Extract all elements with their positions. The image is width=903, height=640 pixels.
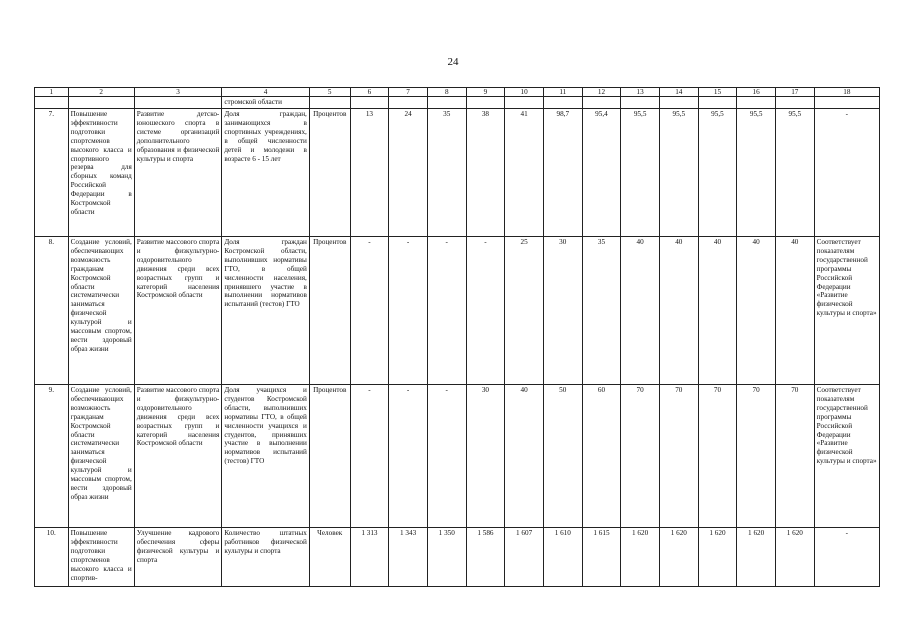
goal-cell: Создание условий, обеспечивающих возможность гражданам Костромской области систематически заниматься физической культурой и массовым спортом, вести здоровый образ жизни: [68, 385, 134, 528]
value-cell: 40: [505, 385, 544, 528]
value-cell: 35: [427, 109, 466, 237]
column-number: 17: [775, 88, 814, 97]
cont-cell-18: [814, 97, 879, 109]
column-number: 12: [582, 88, 621, 97]
value-cell: 40: [698, 237, 737, 385]
value-cell: 25: [505, 237, 544, 385]
value-cell: 1 313: [350, 528, 389, 587]
task-cell: Улучшение кадрового обеспечения сферы физической культуры и спорта: [134, 528, 222, 587]
value-cell: 40: [621, 237, 660, 385]
value-cell: -: [427, 385, 466, 528]
value-cell: 1 350: [427, 528, 466, 587]
value-cell: 1 620: [737, 528, 776, 587]
column-number: 6: [350, 88, 389, 97]
value-cell: 95,5: [698, 109, 737, 237]
note-cell: -: [814, 109, 879, 237]
note-cell: -: [814, 528, 879, 587]
row-number: 7.: [35, 109, 69, 237]
value-cell: 1 620: [698, 528, 737, 587]
cont-cell-13: [621, 97, 660, 109]
value-cell: 13: [350, 109, 389, 237]
value-cell: 95,5: [737, 109, 776, 237]
value-cell: 41: [505, 109, 544, 237]
table-row: [35, 109, 880, 237]
value-cell: 95,5: [621, 109, 660, 237]
cont-cell-3: [134, 97, 222, 109]
column-number: 18: [814, 88, 879, 97]
cont-cell-6: [350, 97, 389, 109]
table-row: [35, 528, 880, 587]
column-number: 5: [309, 88, 350, 97]
value-cell: 24: [389, 109, 428, 237]
value-cell: -: [427, 237, 466, 385]
task-cell: Развитие массового спорта и физкультурно-оздоровительного движения среди всех возрастных групп и категорий населения Костромской области: [134, 237, 222, 385]
value-cell: 30: [543, 237, 582, 385]
value-cell: -: [466, 237, 505, 385]
column-number: 14: [659, 88, 698, 97]
task-cell: Развитие массового спорта и физкультурно-оздоровительного движения среди всех возрастных групп и категорий населения Костромской области: [134, 385, 222, 528]
page-number: 24: [447, 56, 459, 68]
unit-cell: Человек: [309, 528, 350, 587]
column-number-row: [35, 88, 880, 97]
value-cell: -: [350, 385, 389, 528]
value-cell: 1 343: [389, 528, 428, 587]
indicator-cell: Доля граждан, занимающихся в спортивных учреждениях, в общей численности детей и молодежи в возрасте 6 - 15 лет: [222, 109, 310, 237]
note-cell: Соответствует показателям государственной программы Российской Федерации «Развитие физической культуры и спорта»: [814, 237, 879, 385]
value-cell: 70: [775, 385, 814, 528]
goal-cell: Повышение эффективности подготовки спортсменов высокого класса и спортивного резерва для сборных команд Российской Федерации в Костромской области: [68, 109, 134, 237]
value-cell: 70: [698, 385, 737, 528]
cont-cell-17: [775, 97, 814, 109]
column-number: 3: [134, 88, 222, 97]
value-cell: 98,7: [543, 109, 582, 237]
value-cell: 50: [543, 385, 582, 528]
value-cell: 40: [775, 237, 814, 385]
cont-cell-4: стромской области: [222, 97, 310, 109]
unit-cell: Процентов: [309, 385, 350, 528]
continuation-row: [35, 97, 880, 109]
value-cell: 35: [582, 237, 621, 385]
cont-cell-12: [582, 97, 621, 109]
column-number: 15: [698, 88, 737, 97]
value-cell: 95,4: [582, 109, 621, 237]
value-cell: 1 620: [659, 528, 698, 587]
value-cell: 70: [621, 385, 660, 528]
indicator-cell: Количество штатных работников физической культуры и спорта: [222, 528, 310, 587]
column-number: 1: [35, 88, 69, 97]
cont-cell-14: [659, 97, 698, 109]
cont-cell-10: [505, 97, 544, 109]
column-number: 13: [621, 88, 660, 97]
goal-cell: Создание условий, обеспечивающих возможность гражданам Костромской области систематически заниматься физической культурой и массовым спортом, вести здоровый образ жизни: [68, 237, 134, 385]
table-row: [35, 385, 880, 528]
column-number: 16: [737, 88, 776, 97]
value-cell: 1 610: [543, 528, 582, 587]
value-cell: 70: [737, 385, 776, 528]
value-cell: 70: [659, 385, 698, 528]
row-number: 8.: [35, 237, 69, 385]
table-row: [35, 237, 880, 385]
value-cell: 95,5: [775, 109, 814, 237]
value-cell: 60: [582, 385, 621, 528]
value-cell: 1 620: [775, 528, 814, 587]
column-number: 4: [222, 88, 310, 97]
value-cell: -: [350, 237, 389, 385]
column-number: 10: [505, 88, 544, 97]
indicator-cell: Доля учащихся и студентов Костромской области, выполнивших нормативы ГТО, в общей численности учащихся и студентов, принявших участие в выполнении нормативов испытаний (тестов) ГТО: [222, 385, 310, 528]
goal-cell: Повышение эффективности подготовки спортсменов высокого класса и спортив-: [68, 528, 134, 587]
note-cell: Соответствует показателям государственной программы Российской Федерации «Развитие физической культуры и спорта»: [814, 385, 879, 528]
row-number: 9.: [35, 385, 69, 528]
cont-cell-7: [389, 97, 428, 109]
indicators-table: [34, 87, 880, 587]
value-cell: 38: [466, 109, 505, 237]
cont-cell-9: [466, 97, 505, 109]
cont-cell-16: [737, 97, 776, 109]
value-cell: -: [389, 385, 428, 528]
value-cell: -: [389, 237, 428, 385]
cont-cell-11: [543, 97, 582, 109]
row-number: 10.: [35, 528, 69, 587]
value-cell: 40: [659, 237, 698, 385]
value-cell: 30: [466, 385, 505, 528]
column-number: 11: [543, 88, 582, 97]
task-cell: Развитие детско-юношеского спорта в системе организаций дополнительного образования и физической культуры и спорта: [134, 109, 222, 237]
column-number: 2: [68, 88, 134, 97]
value-cell: 1 607: [505, 528, 544, 587]
column-number: 8: [427, 88, 466, 97]
cont-cell-8: [427, 97, 466, 109]
column-number: 7: [389, 88, 428, 97]
value-cell: 1 586: [466, 528, 505, 587]
cont-cell-2: [68, 97, 134, 109]
value-cell: 95,5: [659, 109, 698, 237]
value-cell: 1 620: [621, 528, 660, 587]
indicator-cell: Доля граждан Костромской области, выполнивших нормативы ГТО, в общей численности населения, принявшего участие в выполнении нормативов испытаний (тестов) ГТО: [222, 237, 310, 385]
value-cell: 1 615: [582, 528, 621, 587]
cont-cell-5: [309, 97, 350, 109]
cont-cell-15: [698, 97, 737, 109]
unit-cell: Процентов: [309, 109, 350, 237]
cont-cell-1: [35, 97, 69, 109]
unit-cell: Процентов: [309, 237, 350, 385]
value-cell: 40: [737, 237, 776, 385]
column-number: 9: [466, 88, 505, 97]
